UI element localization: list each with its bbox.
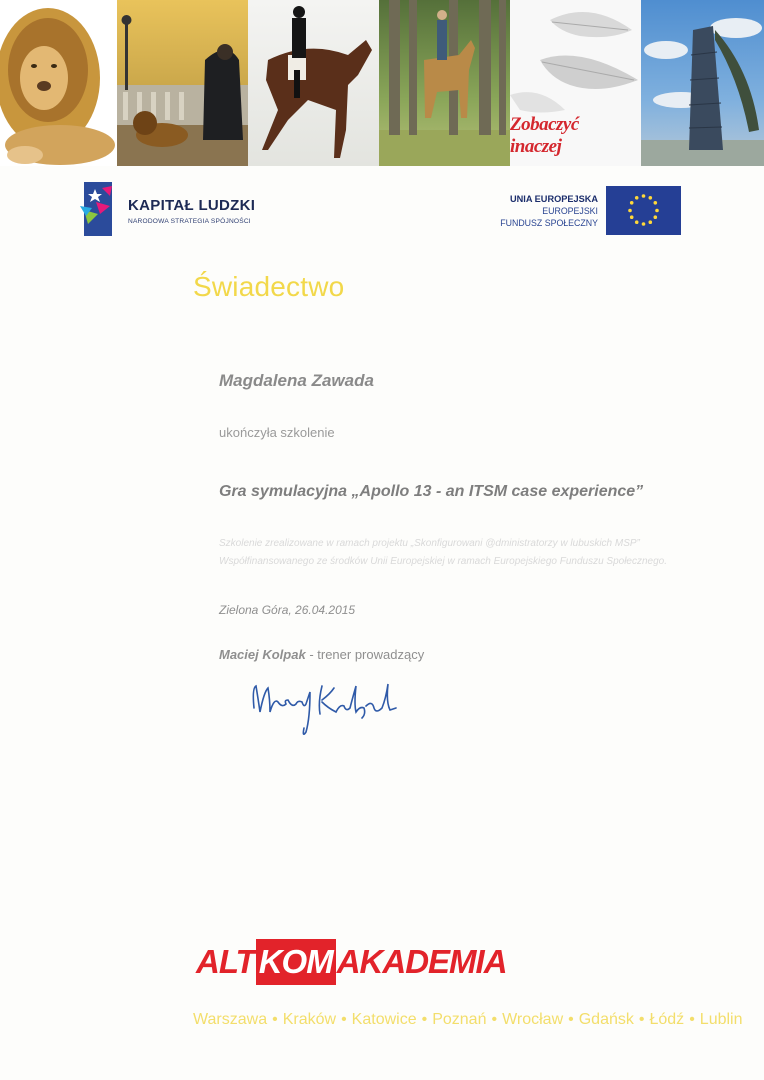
city: Lublin (699, 1011, 743, 1028)
city: Warszawa (193, 1011, 268, 1028)
kapital-ludzki-emblem-icon (80, 180, 116, 238)
eu-text-block (500, 193, 598, 229)
kapital-ludzki-subtitle: NARODOWA STRATEGIA SPÓJNOŚCI (128, 218, 251, 225)
horse-rider-image (248, 0, 379, 166)
project-note-line-2: Współfinansowanego ze środków Unii Europejskiej w ramach Europejskiego Funduszu Społecznego. (219, 556, 668, 567)
certificate-title: Świadectwo (193, 271, 345, 302)
trainer-signature (248, 678, 398, 740)
course-title: Gra symulacyjna „Apollo 13 - an ITSM case experience” (219, 483, 644, 500)
city: Łódź (649, 1011, 685, 1028)
kapital-ludzki-title: KAPITAŁ LUDZKI (128, 197, 256, 214)
project-note (219, 535, 719, 571)
forest-rider-painting (379, 0, 510, 166)
eu-flag-icon (606, 186, 681, 235)
city: Kraków (282, 1011, 337, 1028)
header-banner (0, 0, 764, 166)
eu-line-3: FUNDUSZ SPOŁECZNY (500, 218, 598, 228)
brand-part-3: AKADEMIA (336, 943, 507, 980)
altkom-akademia-logo (196, 939, 507, 985)
project-note-line-1: Szkolenie zrealizowane w ramach projektu „Skonfigurowani @dministratorzy w lubuskich MSP” (219, 538, 640, 549)
city: Katowice (351, 1011, 417, 1028)
trainer-line (219, 647, 424, 662)
lion-image (0, 0, 117, 166)
eu-line-2: EUROPEJSKI (542, 206, 598, 216)
brand-part-1: ALT (196, 943, 255, 980)
magritte-lion-painting (117, 0, 248, 166)
cities-list: Warszawa • Kraków • Katowice • Poznań • Wrocław • Gdańsk • Łódź • Lublin (193, 1011, 743, 1028)
eu-line-1: UNIA EUROPEJSKA (510, 194, 598, 204)
feathers-image (510, 0, 641, 166)
participant-name: Magdalena Zawada (219, 371, 374, 390)
city: Gdańsk (578, 1011, 634, 1028)
city: Wrocław (502, 1011, 564, 1028)
city: Poznań (432, 1011, 487, 1028)
place-date: Zielona Góra, 26.04.2015 (219, 603, 356, 617)
brand-part-2: KOM (256, 939, 336, 985)
completion-text: ukończyła szkolenie (219, 425, 335, 440)
slogan-text: Zobaczyć inaczej (510, 114, 579, 157)
trainer-name: Maciej Kolpak (219, 647, 306, 662)
trainer-role: - trener prowadzący (305, 647, 425, 662)
tower-painting (641, 0, 764, 166)
